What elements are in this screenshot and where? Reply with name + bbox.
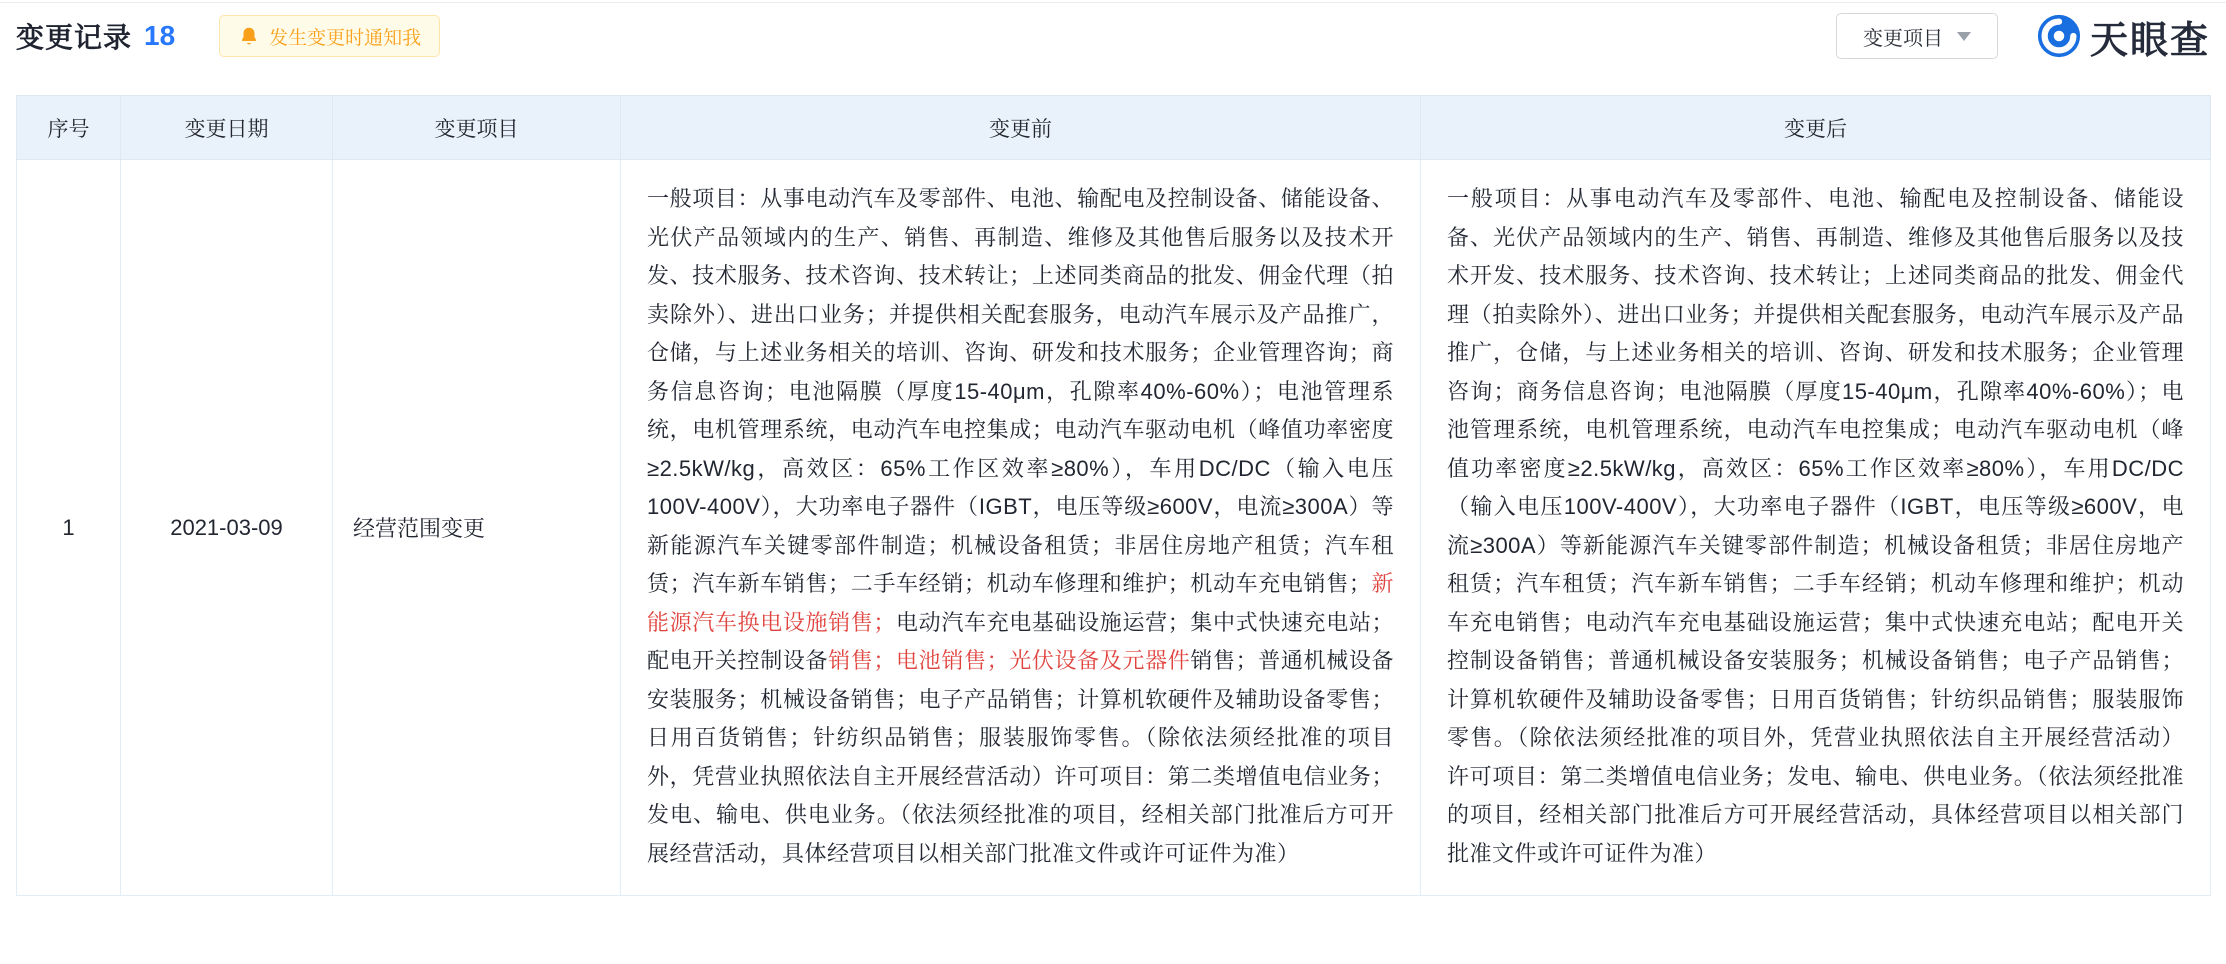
tianyancha-eye-icon: [2036, 13, 2082, 59]
title-group: [16, 15, 440, 57]
before-change-cell: [621, 160, 1421, 896]
before-change-text: 一般项目：从事电动汽车及零部件、电池、输配电及控制设备、储能设备、光伏产品领域内的生产、销售、再制造、维修及其他售后服务以及技术开发、技术服务、技术咨询、技术转让；上述同类商品的批发、佣金代理（拍卖除外）、进出口业务；并提供相关配套服务，电动汽车展示及产品推广，仓储，与上述业务相关的培训、咨询、研发和技术服务；企业管理咨询；商务信息咨询；电池隔膜（厚度15-40μm，孔隙率40%-60%）；电池管理系统，电机管理系统，电动汽车电控集成；电动汽车驱动电机（峰值功率密度≥2.5kW/kg，高效区：65%工作区效率≥80%），车用DC/DC（输入电压100V-400V），大功率电子器件（IGBT，电压等级≥600V，电流≥300A）等新能源汽车关键零部件制造；机械设备租赁；非居住房地产租赁；汽车租赁；汽车新车销售；二手车经销；机动车修理和维护；机动车充电销售；新能源汽车换电设施销售；电动汽车充电基础设施运营；集中式快速充电站；配电开关控制设备销售；电池销售；光伏设备及元器件销售；普通机械设备安装服务；机械设备销售；电子产品销售；计算机软硬件及辅助设备零售；日用百货销售；针纺织品销售；服装服饰零售。（除依法须经批准的项目外，凭营业执照依法自主开展经营活动）许可项目：第二类增值电信业务；发电、输电、供电业务。（依法须经批准的项目，经相关部门批准后方可开展经营活动，具体经营项目以相关部门批准文件或许可证件为准）: [647, 186, 1394, 866]
notify-button-label: 发生变更时通知我: [269, 27, 422, 49]
topbar: [16, 10, 2210, 62]
tianyancha-logo: [2036, 9, 2210, 64]
column-header-after: 变更后: [1421, 96, 2211, 160]
column-header-item: 变更项目: [333, 96, 621, 160]
change-item-cell: 经营范围变更: [333, 160, 621, 896]
change-records-table: [16, 95, 2211, 896]
column-header-no: 序号: [17, 96, 121, 160]
page-title: 变更记录: [16, 22, 133, 53]
record-count-badge: 18: [144, 20, 176, 51]
bell-icon: [238, 25, 260, 47]
after-change-text: 一般项目：从事电动汽车及零部件、电池、输配电及控制设备、储能设备、光伏产品领域内的生产、销售、再制造、维修及其他售后服务以及技术开发、技术服务、技术咨询、技术转让；上述同类商品的批发、佣金代理（拍卖除外）、进出口业务；并提供相关配套服务，电动汽车展示及产品推广，仓储，与上述业务相关的培训、咨询、研发和技术服务；企业管理咨询；商务信息咨询；电池隔膜（厚度15-40μm，孔隙率40%-60%）；电池管理系统，电机管理系统，电动汽车电控集成；电动汽车驱动电机（峰值功率密度≥2.5kW/kg，高效区：65%工作区效率≥80%），车用DC/DC（输入电压100V-400V），大功率电子器件（IGBT，电压等级≥600V，电流≥300A）等新能源汽车关键零部件制造；机械设备租赁；非居住房地产租赁；汽车租赁；汽车新车销售；二手车经销；机动车修理和维护；机动车充电销售；电动汽车充电基础设施运营；集中式快速充电站；配电开关控制设备销售；普通机械设备安装服务；机械设备销售；电子产品销售；计算机软硬件及辅助设备零售；日用百货销售；针纺织品销售；服装服饰零售。（除依法须经批准的项目外，凭营业执照依法自主开展经营活动） 许可项目：第二类增值电信业务；发电、输电、供电业务。（依法须经批准的项目，经相关部门批准后方可开展经营活动，具体经营项目以相关部门批准文件或许可证件为准）: [1447, 186, 2184, 866]
change-records-table-wrap: [16, 95, 2210, 896]
after-change-cell: [1421, 160, 2211, 896]
row-number-cell: 1: [17, 160, 121, 896]
column-header-before: 变更前: [621, 96, 1421, 160]
filter-dropdown-label: 变更项目: [1862, 27, 1943, 50]
notify-button[interactable]: [219, 15, 440, 57]
chevron-down-icon: [1957, 32, 1971, 41]
top-divider: [0, 2, 2226, 3]
column-header-date: 变更日期: [121, 96, 333, 160]
change-date-cell: 2021-03-09: [121, 160, 333, 896]
table-row: [17, 160, 2211, 896]
table-header-row: [17, 96, 2211, 160]
topbar-right: [1836, 9, 2210, 64]
change-item-filter-dropdown[interactable]: [1836, 13, 1998, 59]
tianyancha-logo-text: 天眼查: [2089, 19, 2210, 62]
